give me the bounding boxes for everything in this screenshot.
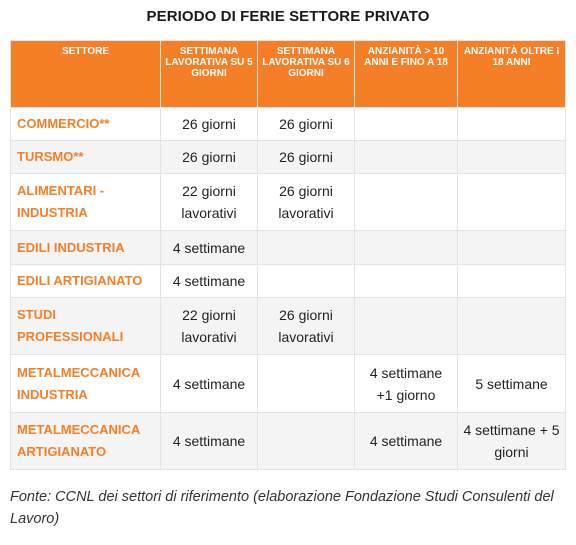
sector-cell: METALMECCANICA ARTIGIANATO <box>11 413 161 470</box>
table-cell: 4 settimane <box>161 355 258 413</box>
table-cell <box>458 108 566 141</box>
table-cell <box>355 141 458 174</box>
table-header-row <box>11 41 566 108</box>
table-cell <box>355 174 458 231</box>
table-cell <box>458 265 566 298</box>
table-cell <box>355 298 458 355</box>
table-row <box>11 265 566 298</box>
table-cell <box>355 265 458 298</box>
column-header-6-days: SETTIMANA LAVORATIVA SU 6 GIORNI <box>258 41 355 108</box>
table-cell: 4 settimane <box>161 231 258 265</box>
sector-cell: TURSMO** <box>11 141 161 174</box>
table-cell: 26 giorni <box>258 108 355 141</box>
table-cell <box>458 174 566 231</box>
table-cell: 5 settimane <box>458 355 566 413</box>
column-header-settore: SETTORE <box>11 41 161 108</box>
table-cell: 26 giorni <box>161 108 258 141</box>
table-cell <box>458 231 566 265</box>
table-cell: 26 giorni lavorativi <box>258 298 355 355</box>
sector-cell: EDILI INDUSTRIA <box>11 231 161 265</box>
table-cell: 4 settimane <box>161 265 258 298</box>
table-cell: 4 settimane +1 giorno <box>355 355 458 413</box>
table-cell <box>258 265 355 298</box>
sector-cell: STUDI PROFESSIONALI <box>11 298 161 355</box>
table-cell <box>258 413 355 470</box>
column-header-5-days: SETTIMANA LAVORATIVA SU 5 GIORNI <box>161 41 258 108</box>
table-row <box>11 108 566 141</box>
table-cell: 26 giorni lavorativi <box>258 174 355 231</box>
table-cell <box>458 298 566 355</box>
table-cell <box>258 355 355 413</box>
table-row <box>11 298 566 355</box>
table-cell <box>458 141 566 174</box>
table-cell <box>355 108 458 141</box>
table-row <box>11 413 566 470</box>
table-cell: 22 giorni lavorativi <box>161 174 258 231</box>
table-row <box>11 174 566 231</box>
vacation-table <box>10 40 566 470</box>
table-cell: 4 settimane + 5 giorni <box>458 413 566 470</box>
table-row <box>11 231 566 265</box>
table-cell <box>258 231 355 265</box>
sector-cell: COMMERCIO** <box>11 108 161 141</box>
column-header-seniority-over-18: ANZIANITÀ OLTRE I 18 ANNI <box>458 41 566 108</box>
table-cell: 26 giorni <box>258 141 355 174</box>
table-cell: 4 settimane <box>161 413 258 470</box>
sector-cell: METALMECCANICA INDUSTRIA <box>11 355 161 413</box>
column-header-seniority-10-18: ANZIANITÀ > 10 ANNI E FINO A 18 <box>355 41 458 108</box>
table-cell: 22 giorni lavorativi <box>161 298 258 355</box>
source-note: Fonte: CCNL dei settori di riferimento (elaborazione Fondazione Studi Consulenti del Lavoro) <box>10 489 554 527</box>
table-cell: 4 settimane <box>355 413 458 470</box>
table-row <box>11 141 566 174</box>
table-cell: 26 giorni <box>161 141 258 174</box>
table-title: PERIODO DI FERIE SETTORE PRIVATO <box>146 8 430 25</box>
table-row <box>11 355 566 413</box>
sector-cell: ALIMENTARI - INDUSTRIA <box>11 174 161 231</box>
table-cell <box>355 231 458 265</box>
sector-cell: EDILI ARTIGIANATO <box>11 265 161 298</box>
